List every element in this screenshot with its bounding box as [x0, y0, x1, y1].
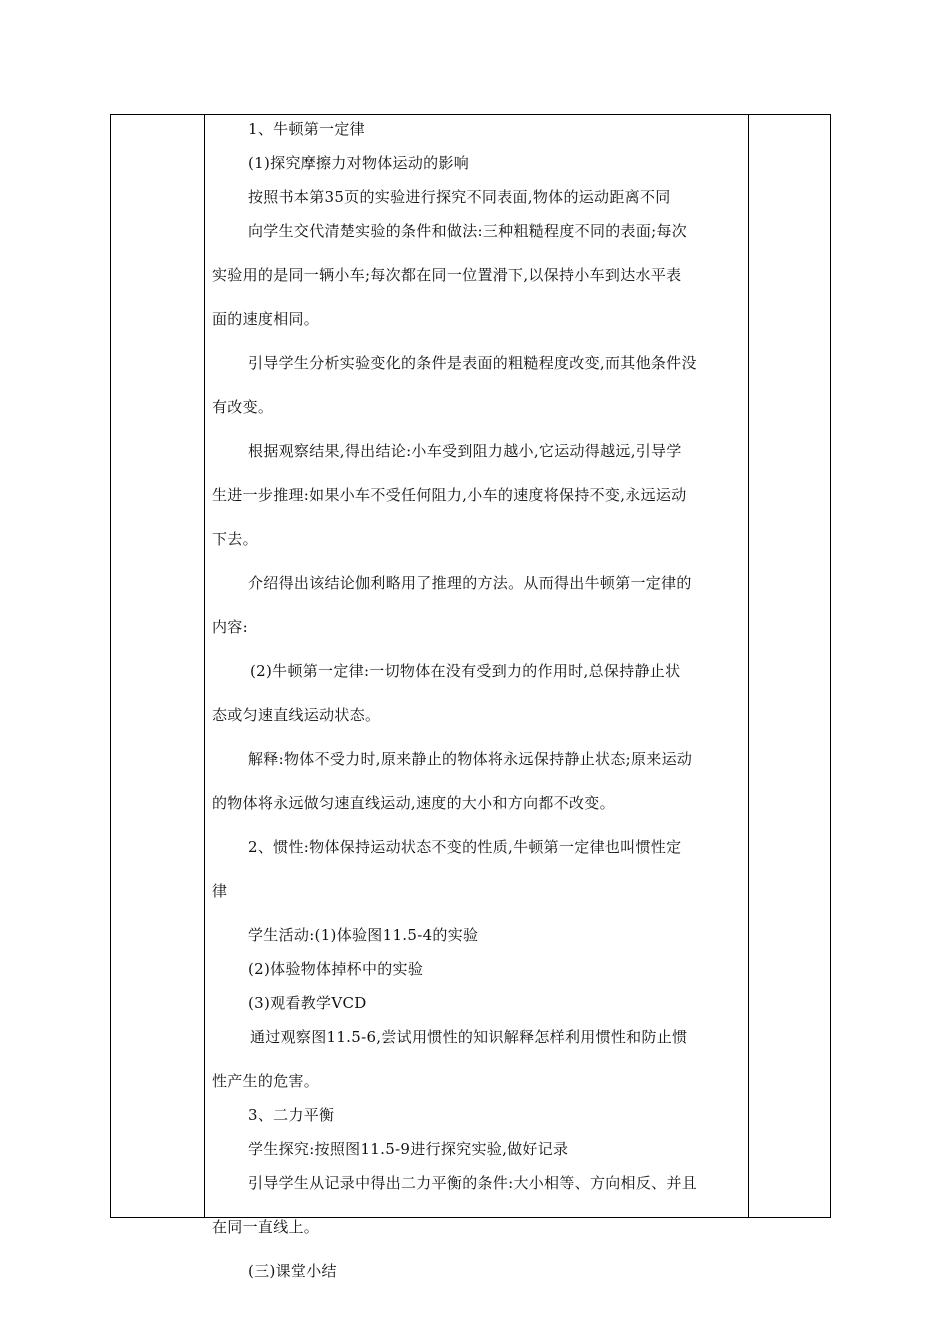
text-line: 3、二力平衡 [248, 1106, 335, 1124]
text-line: 1、牛顿第一定律 [248, 120, 365, 138]
text-line: (三)课堂小结 [248, 1262, 337, 1280]
text-line: 学生活动:(1)体验图11.5-4的实验 [248, 926, 479, 944]
text-line: 介绍得出该结论伽利略用了推理的方法。从而得出牛顿第一定律的 [248, 574, 692, 592]
text-line: 解释:物体不受力时,原来静止的物体将永远保持静止状态;原来运动 [248, 750, 693, 768]
column-divider-right [748, 115, 749, 1217]
text-line: (2)体验物体掉杯中的实验 [248, 960, 424, 978]
text-line: 内容: [212, 618, 248, 636]
text-line: 下去。 [212, 530, 258, 548]
text-line: 按照书本第35页的实验进行探究不同表面,物体的运动距离不同 [248, 188, 671, 206]
text-line: 律 [212, 882, 228, 900]
text-line: (1)探究摩擦力对物体运动的影响 [248, 154, 470, 172]
text-line: 面的速度相同。 [212, 310, 320, 328]
text-line: 实验用的是同一辆小车;每次都在同一位置滑下,以保持小车到达水平表 [212, 266, 682, 284]
text-line: 2、惯性:物体保持运动状态不变的性质,牛顿第一定律也叫惯性定 [248, 838, 682, 856]
text-line: 有改变。 [212, 398, 274, 416]
text-line: 态或匀速直线运动状态。 [212, 706, 381, 724]
text-line: 学生探究:按照图11.5-9进行探究实验,做好记录 [248, 1140, 569, 1158]
text-line: 生进一步推理:如果小车不受任何阻力,小车的速度将保持不变,永远运动 [212, 486, 687, 504]
text-line: (3)观看教学VCD [248, 994, 367, 1012]
text-line: 根据观察结果,得出结论:小车受到阻力越小,它运动得越远,引导学 [248, 442, 682, 460]
text-line: 通过观察图11.5-6,尝试用惯性的知识解释怎样利用惯性和防止惯 [250, 1028, 688, 1046]
text-line: 性产生的危害。 [212, 1072, 320, 1090]
text-line: 向学生交代清楚实验的条件和做法:三种粗糙程度不同的表面;每次 [248, 222, 688, 240]
text-line: (2)牛顿第一定律:一切物体在没有受到力的作用时,总保持静止状 [250, 662, 681, 680]
text-line: 引导学生从记录中得出二力平衡的条件:大小相等、方向相反、并且 [248, 1174, 698, 1192]
column-divider-left [204, 115, 205, 1217]
text-line: 引导学生分析实验变化的条件是表面的粗糙程度改变,而其他条件没 [248, 354, 697, 372]
text-line: 的物体将永远做匀速直线运动,速度的大小和方向都不改变。 [212, 794, 615, 812]
text-line: 在同一直线上。 [212, 1218, 320, 1236]
